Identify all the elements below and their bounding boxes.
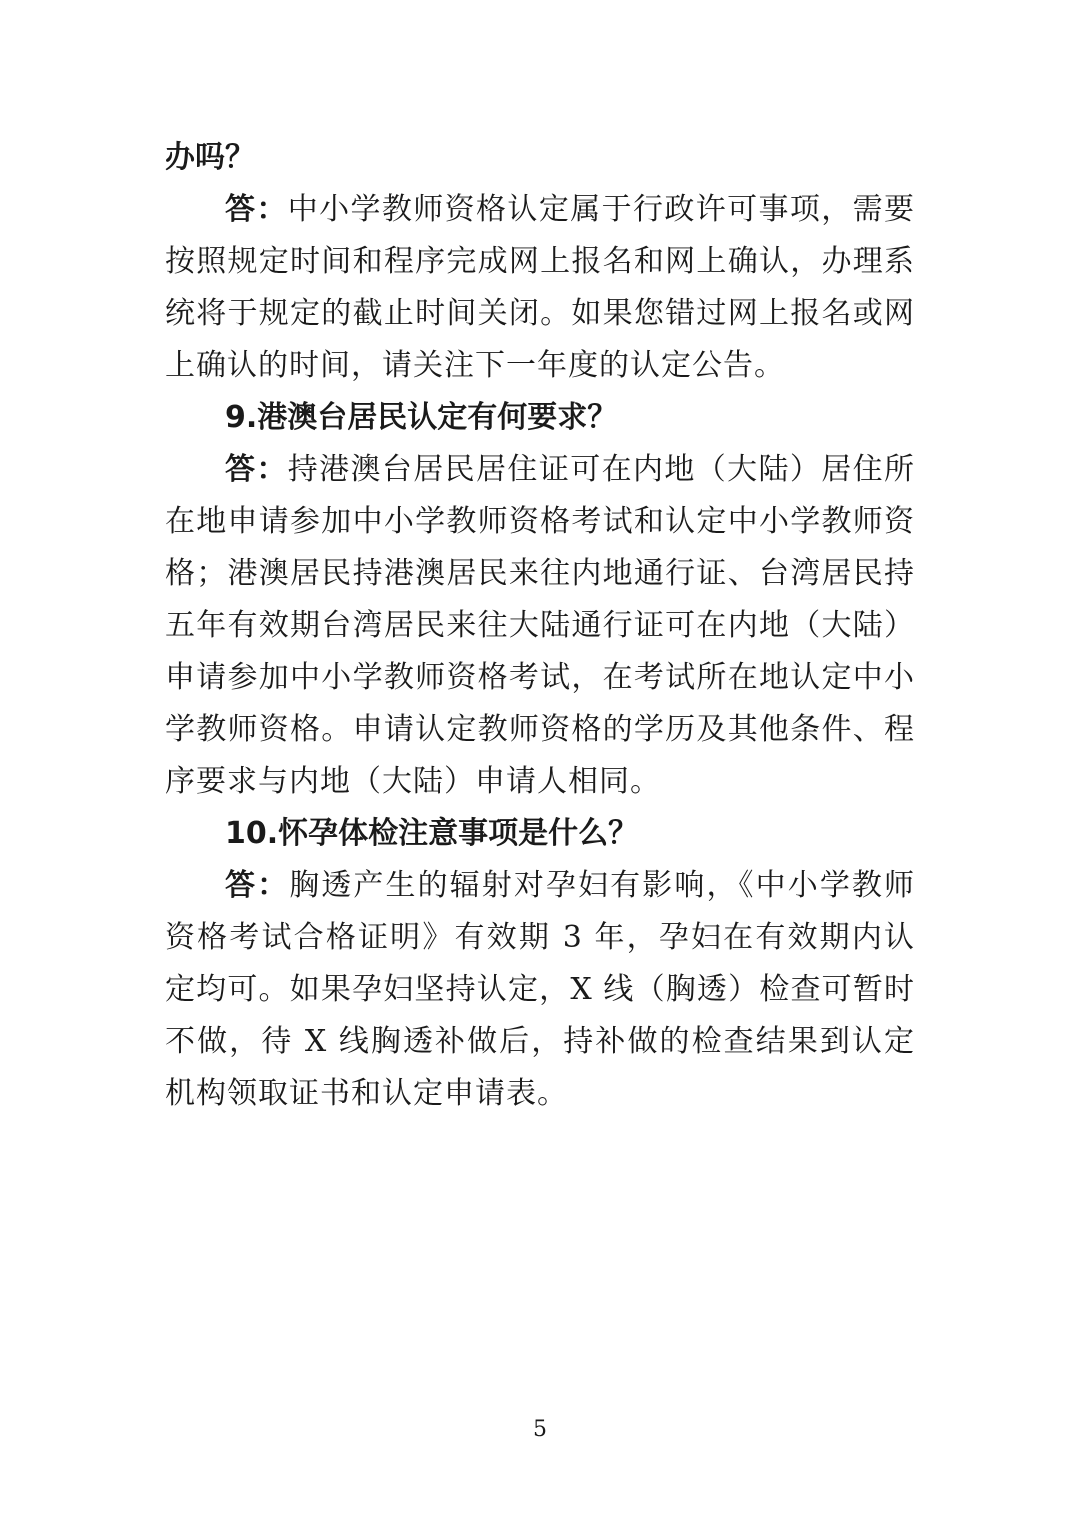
answer-9 bbox=[165, 444, 915, 808]
answer-label: 答： bbox=[225, 192, 288, 227]
answer-8-text: 中小学教师资格认定属于行政许可事项，需要按照规定时间和程序完成网上报名和网上确认，办理系统将于规定的截止时间关闭。如果您错过网上报名或网上确认的时间，请关注下一年度的认定公告。 bbox=[165, 192, 916, 383]
answer-label: 答： bbox=[225, 868, 290, 903]
answer-8 bbox=[165, 184, 915, 392]
answer-10 bbox=[165, 860, 915, 1120]
answer-10-text: 胸透产生的辐射对孕妇有影响，《中小学教师资格考试合格证明》有效期 3 年，孕妇在有效期内认定均可。如果孕妇坚持认定，X 线（胸透）检查可暂时不做，待 X 线胸透补做后，持补做的检查结果到认定机构领取证书和认定申请表。 bbox=[165, 868, 916, 1111]
question-9: 9.港澳台居民认定有何要求？ bbox=[225, 400, 618, 435]
answer-label: 答： bbox=[225, 452, 288, 487]
question-8-tail: 办吗？ bbox=[165, 140, 255, 175]
question-10: 10.怀孕体检注意事项是什么？ bbox=[225, 816, 639, 851]
answer-9-text: 持港澳台居民居住证可在内地（大陆）居住所在地申请参加中小学教师资格考试和认定中小学教师资格；港澳居民持港澳居民来往内地通行证、台湾居民持五年有效期台湾居民来往大陆通行证可在内地（大陆）申请参加中小学教师资格考试，在考试所在地认定中小学教师资格。申请认定教师资格的学历及其他条件、程序要求与内地（大陆）申请人相同。 bbox=[165, 452, 916, 799]
page-number: 5 bbox=[533, 1417, 547, 1442]
document-body bbox=[165, 132, 915, 1120]
